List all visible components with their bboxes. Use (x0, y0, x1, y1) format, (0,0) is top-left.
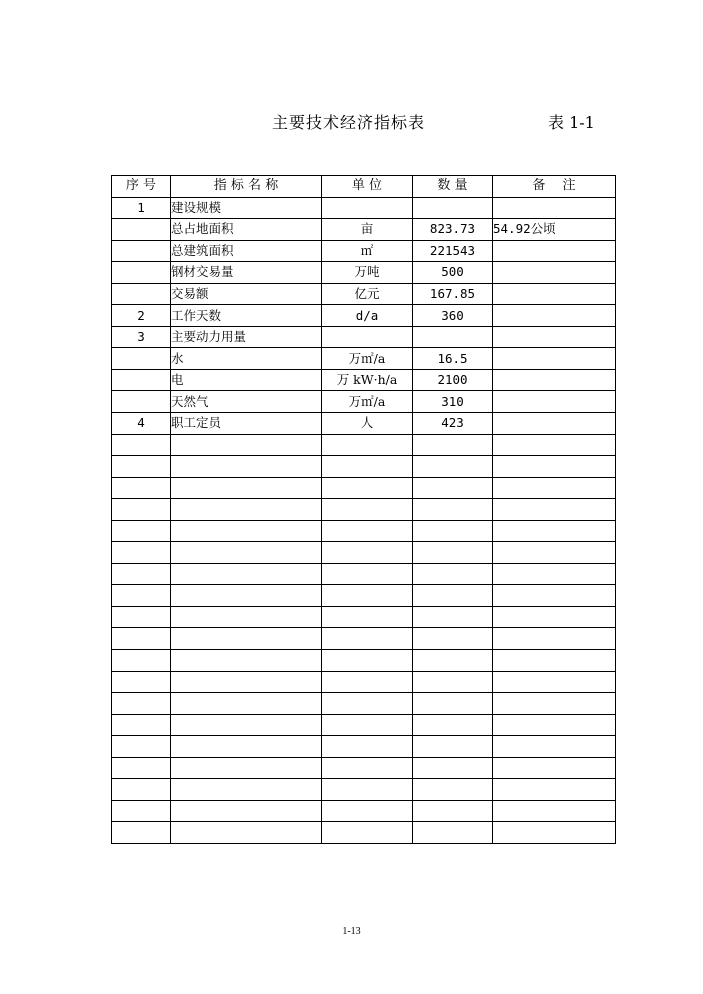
row-unit: 亩 (322, 219, 413, 241)
table-row (112, 326, 616, 348)
empty-cell (493, 628, 616, 650)
empty-cell (112, 628, 171, 650)
empty-cell (322, 779, 413, 801)
empty-cell (493, 693, 616, 715)
empty-cell (112, 456, 171, 478)
empty-cell (322, 714, 413, 736)
header-name: 指 标 名 称 (171, 176, 322, 198)
empty-cell (493, 520, 616, 542)
empty-cell (112, 650, 171, 672)
table-row-empty (112, 606, 616, 628)
table-row-empty (112, 779, 616, 801)
table-row (112, 391, 616, 413)
empty-cell (171, 650, 322, 672)
empty-cell (322, 822, 413, 844)
empty-cell (413, 542, 493, 564)
table-row (112, 305, 616, 327)
empty-cell (413, 628, 493, 650)
row-qty: 310 (413, 391, 493, 413)
empty-cell (112, 542, 171, 564)
row-seq (112, 348, 171, 370)
table-row-empty (112, 585, 616, 607)
empty-cell (493, 434, 616, 456)
empty-cell (322, 757, 413, 779)
empty-cell (322, 736, 413, 758)
empty-cell (112, 800, 171, 822)
table-header-row (112, 176, 616, 198)
empty-cell (171, 800, 322, 822)
empty-cell (322, 434, 413, 456)
row-unit: 万吨 (322, 262, 413, 284)
empty-cell (171, 757, 322, 779)
row-note (493, 348, 616, 370)
table-row-empty (112, 800, 616, 822)
table-row-empty (112, 757, 616, 779)
table-number: 表 1-1 (548, 113, 595, 132)
empty-cell (171, 714, 322, 736)
row-unit (322, 197, 413, 219)
table-row-empty (112, 693, 616, 715)
empty-cell (171, 822, 322, 844)
row-qty: 500 (413, 262, 493, 284)
row-note (493, 240, 616, 262)
empty-cell (413, 456, 493, 478)
table-row-empty (112, 736, 616, 758)
row-unit: ㎡ (322, 240, 413, 262)
empty-cell (493, 499, 616, 521)
row-seq: 1 (112, 197, 171, 219)
empty-cell (493, 822, 616, 844)
empty-cell (112, 606, 171, 628)
empty-cell (112, 736, 171, 758)
empty-cell (413, 477, 493, 499)
row-note (493, 369, 616, 391)
empty-cell (322, 671, 413, 693)
row-note: 54.92公顷 (493, 219, 616, 241)
empty-cell (171, 456, 322, 478)
table-row-empty (112, 822, 616, 844)
empty-cell (493, 456, 616, 478)
empty-cell (413, 693, 493, 715)
empty-cell (413, 606, 493, 628)
row-name: 建设规模 (171, 197, 322, 219)
table-row-empty (112, 650, 616, 672)
row-name: 天然气 (171, 391, 322, 413)
row-seq (112, 240, 171, 262)
empty-cell (493, 585, 616, 607)
empty-cell (413, 736, 493, 758)
row-seq (112, 262, 171, 284)
row-unit: d/a (322, 305, 413, 327)
empty-cell (322, 693, 413, 715)
row-seq: 4 (112, 413, 171, 435)
row-qty: 167.85 (413, 283, 493, 305)
empty-cell (112, 499, 171, 521)
empty-cell (493, 563, 616, 585)
empty-cell (413, 800, 493, 822)
empty-cell (413, 757, 493, 779)
empty-cell (493, 477, 616, 499)
table-row (112, 283, 616, 305)
row-qty: 423 (413, 413, 493, 435)
row-unit: 万㎡/a (322, 348, 413, 370)
row-name: 水 (171, 348, 322, 370)
table-row-empty (112, 671, 616, 693)
table-row (112, 348, 616, 370)
row-unit: 人 (322, 413, 413, 435)
empty-cell (493, 757, 616, 779)
empty-cell (322, 477, 413, 499)
empty-cell (322, 563, 413, 585)
empty-cell (413, 499, 493, 521)
empty-cell (112, 714, 171, 736)
row-name: 钢材交易量 (171, 262, 322, 284)
row-name: 交易额 (171, 283, 322, 305)
empty-cell (171, 520, 322, 542)
row-qty (413, 197, 493, 219)
row-note (493, 413, 616, 435)
empty-cell (322, 585, 413, 607)
row-name: 电 (171, 369, 322, 391)
empty-cell (171, 736, 322, 758)
empty-cell (112, 693, 171, 715)
empty-cell (171, 585, 322, 607)
empty-cell (322, 499, 413, 521)
row-qty: 2100 (413, 369, 493, 391)
empty-cell (413, 520, 493, 542)
row-unit: 万 kW·h/a (322, 369, 413, 391)
table-row (112, 197, 616, 219)
empty-cell (112, 757, 171, 779)
empty-cell (171, 628, 322, 650)
empty-cell (322, 606, 413, 628)
empty-cell (413, 779, 493, 801)
table-row-empty (112, 456, 616, 478)
row-name: 工作天数 (171, 305, 322, 327)
empty-cell (493, 779, 616, 801)
table-row (112, 413, 616, 435)
row-seq: 2 (112, 305, 171, 327)
table-row-empty (112, 714, 616, 736)
header-qty: 数 量 (413, 176, 493, 198)
empty-cell (322, 456, 413, 478)
empty-cell (413, 585, 493, 607)
empty-cell (112, 585, 171, 607)
empty-cell (112, 434, 171, 456)
empty-cell (171, 671, 322, 693)
empty-cell (322, 520, 413, 542)
empty-cell (171, 434, 322, 456)
row-seq: 3 (112, 326, 171, 348)
indicator-table (111, 175, 616, 844)
empty-cell (171, 477, 322, 499)
empty-cell (493, 714, 616, 736)
empty-cell (322, 542, 413, 564)
row-name: 总建筑面积 (171, 240, 322, 262)
row-unit: 万㎡/a (322, 391, 413, 413)
empty-cell (413, 563, 493, 585)
empty-cell (493, 671, 616, 693)
empty-cell (413, 671, 493, 693)
table-row (112, 262, 616, 284)
empty-cell (413, 822, 493, 844)
table-row (112, 240, 616, 262)
empty-cell (112, 520, 171, 542)
row-qty: 16.5 (413, 348, 493, 370)
row-note (493, 262, 616, 284)
table-row-empty (112, 628, 616, 650)
row-note (493, 305, 616, 327)
header-seq: 序 号 (112, 176, 171, 198)
row-name: 总占地面积 (171, 219, 322, 241)
table-row-empty (112, 520, 616, 542)
row-name: 主要动力用量 (171, 326, 322, 348)
row-note (493, 391, 616, 413)
row-unit (322, 326, 413, 348)
empty-cell (322, 628, 413, 650)
empty-cell (112, 822, 171, 844)
empty-cell (493, 736, 616, 758)
empty-cell (112, 477, 171, 499)
table-row-empty (112, 477, 616, 499)
row-seq (112, 283, 171, 305)
row-qty: 360 (413, 305, 493, 327)
empty-cell (413, 434, 493, 456)
empty-cell (322, 800, 413, 822)
row-note (493, 326, 616, 348)
row-note (493, 283, 616, 305)
empty-cell (171, 499, 322, 521)
row-qty: 823.73 (413, 219, 493, 241)
table-row-empty (112, 499, 616, 521)
empty-cell (171, 606, 322, 628)
empty-cell (112, 563, 171, 585)
table-row-empty (112, 434, 616, 456)
row-name: 职工定员 (171, 413, 322, 435)
row-note (493, 197, 616, 219)
row-qty (413, 326, 493, 348)
header-note: 备 注 (493, 176, 616, 198)
document-title: 主要技术经济指标表 (272, 113, 426, 132)
header-unit: 单 位 (322, 176, 413, 198)
row-seq (112, 219, 171, 241)
empty-cell (171, 779, 322, 801)
empty-cell (493, 650, 616, 672)
row-unit: 亿元 (322, 283, 413, 305)
empty-cell (413, 714, 493, 736)
empty-cell (493, 800, 616, 822)
table-row (112, 219, 616, 241)
empty-cell (493, 542, 616, 564)
empty-cell (413, 650, 493, 672)
row-seq (112, 391, 171, 413)
empty-cell (171, 563, 322, 585)
row-seq (112, 369, 171, 391)
empty-cell (171, 542, 322, 564)
table-row-empty (112, 563, 616, 585)
page-number: 1-13 (342, 926, 361, 937)
empty-cell (112, 779, 171, 801)
row-qty: 221543 (413, 240, 493, 262)
empty-cell (493, 606, 616, 628)
empty-cell (171, 693, 322, 715)
empty-cell (322, 650, 413, 672)
table-row (112, 369, 616, 391)
empty-cell (112, 671, 171, 693)
table-row-empty (112, 542, 616, 564)
